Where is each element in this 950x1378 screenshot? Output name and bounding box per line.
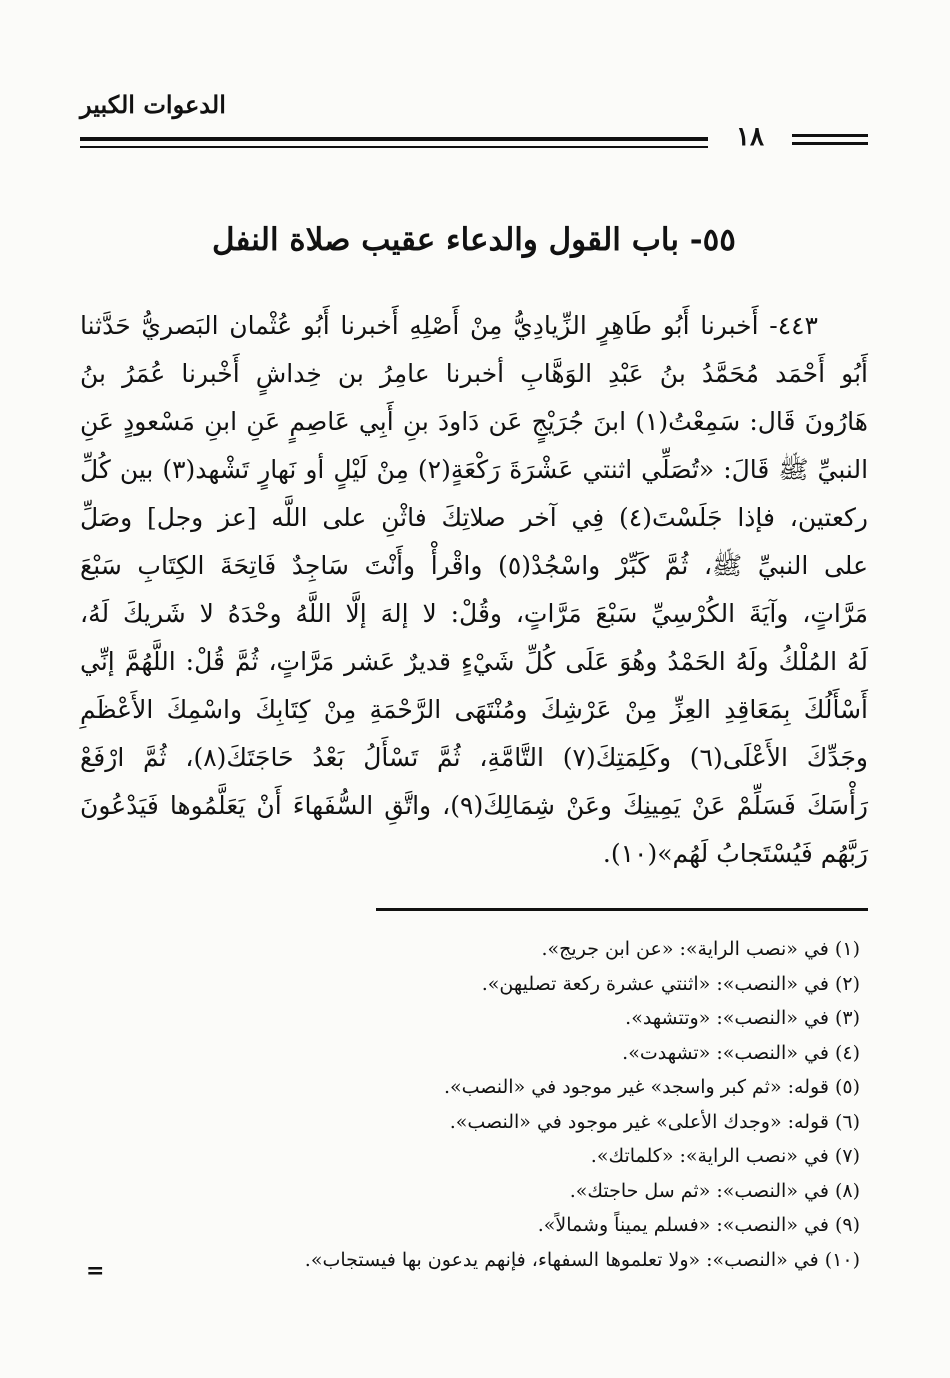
body-line: وجَدِّكَ الأَعْلَى(٦) وكَلِمَتِكَ(٧) التَّامَّةِ، ثُمَّ تَسْأَلُ بَعْدُ حَاجَتَكَ(٨)، ثُمَّ ارْفَعْ: [80, 743, 868, 772]
ornament-bar: [792, 134, 868, 137]
page-number: ١٨: [736, 122, 764, 152]
running-title: الدعوات الكبير: [80, 90, 226, 119]
continuation-mark: =: [86, 1258, 105, 1284]
header-rule-thin: [80, 146, 708, 148]
footnote: (١) في «نصب الراية»: «عن ابن جريج».: [541, 938, 860, 960]
footnotes: [80, 932, 868, 1277]
footnote: (٥) قوله: «ثم كبر واسجد» غير موجود في «النصب».: [443, 1076, 860, 1098]
header-rule-thick: [80, 137, 708, 141]
footnote: (٨) في «النصب»: «ثم سل حاجتك».: [569, 1179, 860, 1202]
body-line: ٤٤٣- أَخبرنا أَبُو طَاهِرٍ الزِّيادِيُّ مِنْ أَصْلِهِ أَخبرنا أَبُو عُثْمان البَصريُّ حَدَّثنا: [80, 311, 818, 340]
body-line: رَأْسَكَ فَسَلِّمْ عَنْ يَمِينِكَ وعَنْ شِمَالِكَ(٩)، واتَّقِ السُّفَهاءَ أَنْ يَعَلَّمُوها فَيَدْعُونَ: [80, 791, 868, 820]
footnote: (٢) في «النصب»: «اثنتي عشرة ركعة تصليهن».: [481, 972, 860, 995]
footnote: (٦) قوله: «وجدك الأعلى» غير موجود في «النصب».: [449, 1110, 860, 1133]
footnote: (٧) في «نصب الراية»: «كلماتك».: [590, 1145, 860, 1167]
footnote: (٩) في «النصب»: «فسلم يميناً وشمالاً».: [537, 1214, 860, 1236]
ornament-bar: [792, 142, 868, 145]
footnote: (٣) في «النصب»: «وتتشهد».: [625, 1007, 860, 1029]
body-line: مَرَّاتٍ، وآيَةَ الكُرْسِيِّ سَبْعَ مَرَّاتٍ، وقُلْ: لا إلهَ إلَّا اللَّهُ وحْدَهُ لا شَريكَ لَهُ،: [80, 599, 868, 628]
body-line: رَبَّهُم فَيُسْتَجابُ لَهُم»(١٠).: [602, 839, 868, 868]
hadith-text: [80, 302, 868, 878]
body-line: هَارُونَ قَال: سَمِعْتُ(١) ابنَ جُرَيْجٍ عَن دَاودَ بنِ أَبِي عَاصِمٍ عَنِ ابنِ مَسْعودٍ عَنِ: [80, 407, 868, 436]
header-ornament-bars: [792, 134, 868, 150]
body-line: على النبيِّ ﷺ، ثُمَّ كَبِّرْ واسْجُدْ(٥) واقْرأْ وأَنْتَ سَاجِدٌ فَاتِحَةَ الكِتَابِ سَبْعَ: [80, 551, 868, 580]
body-line: لَهُ المُلْكُ ولَهُ الحَمْدُ وهُوَ عَلَى كُلِّ شَيْءٍ قديرٌ عَشر مَرَّاتٍ، ثُمَّ قُلْ: اللَّهُمَّ إنِّي: [80, 647, 868, 676]
footnote-separator: [376, 908, 868, 911]
body-line: ركعتين، فإذا جَلَسْتَ(٤) فِي آخر صلاتِكَ فاثْنِ على اللَّه [عز وجل] وصَلِّ: [80, 503, 868, 532]
footnote: (٤) في «النصب»: «تشهدت».: [622, 1041, 860, 1064]
body-line: أَبُو أَحْمَد مُحَمَّدُ بنُ عَبْدِ الوَهَّابِ أخبرنا عامِرُ بن خِداشٍ أَخْبرنا عُمَرُ بنُ: [80, 359, 868, 388]
chapter-heading: ٥٥- باب القول والدعاء عقيب صلاة النفل: [212, 222, 736, 258]
body-line: أَسْأَلُكَ بِمَعَاقِدِ العِزِّ مِنْ عَرْشِكَ ومُنْتَهَى الرَّحْمَةِ مِنْ كِتَابِكَ واسْمِكَ الأَعْظَمِ: [80, 695, 868, 724]
body-line: النبيِّ ﷺ قَالَ: «تُصَلِّي اثنتي عَشْرَةَ رَكْعَةٍ(٢) مِنْ لَيْلٍ أو نَهارٍ تَشْهد(٣) بين كُلِّ: [80, 455, 869, 484]
footnote: (١٠) في «النصب»: «ولا تعلموها السفهاء، فإنهم يدعون بها فيستجاب».: [304, 1248, 860, 1271]
